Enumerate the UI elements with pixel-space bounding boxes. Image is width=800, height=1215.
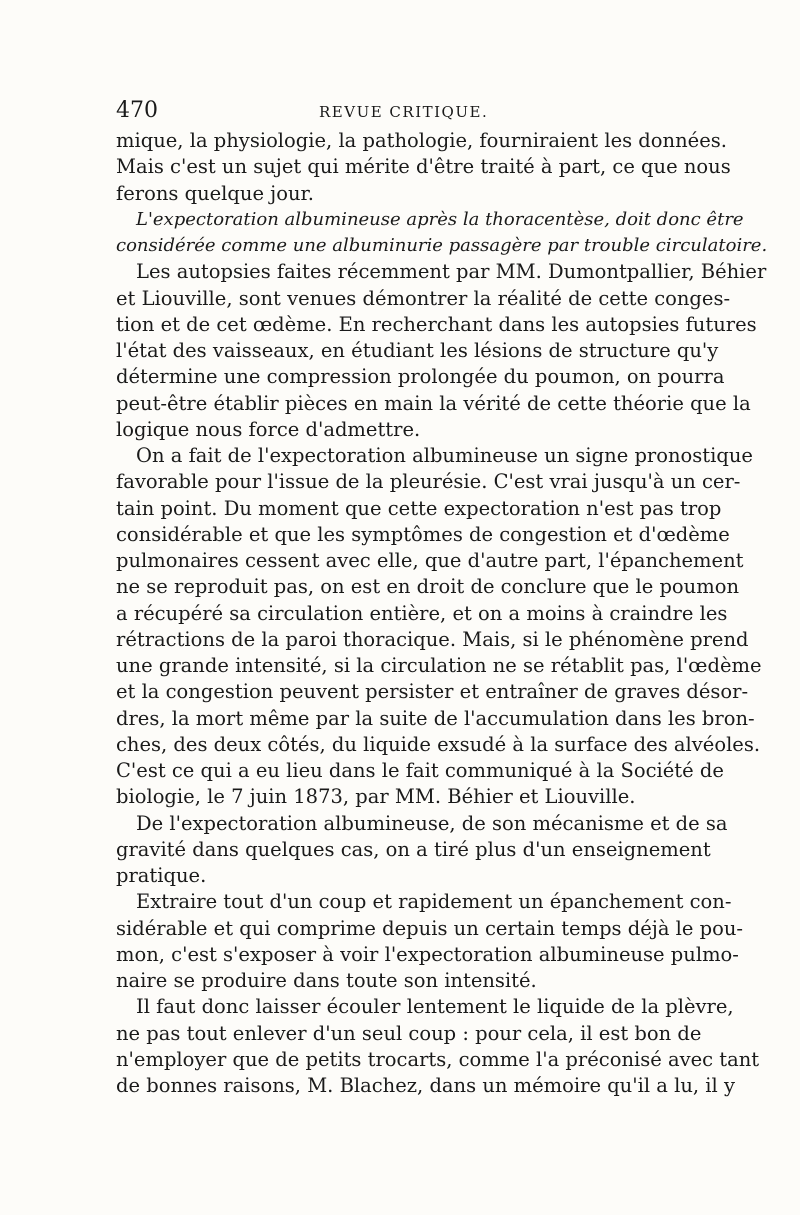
text-line: et Liouville, sont venues démontrer la réalité de cette conges- [116,286,731,310]
text-line: une grande intensité, si la circulation ne se rétablit pas, l'œdème [116,654,762,677]
text-line: dres, la mort même par la suite de l'accumulation dans les bron- [116,706,755,730]
text-line: mique, la physiologie, la pathologie, fourniraient les données. [116,129,727,152]
text-line: pratique. [116,864,207,887]
text-line: ne se reproduit pas, on est en droit de conclure que le poumon [116,575,740,599]
text-line: ne pas tout enlever d'un seul coup : pour cela, il est bon de [116,1021,702,1045]
text-line: pulmonaires cessent avec elle, que d'autre part, l'épanchement [116,549,744,572]
text-line: tion et de cet œdème. En recherchant dans les autopsies futures [116,312,757,336]
text-line: logique nous force d'admettre. [116,417,421,441]
text-line: mon, c'est s'exposer à voir l'expectoration albumineuse pulmo- [116,942,739,966]
page-number: 470 [116,98,158,123]
text-line: C'est ce qui a eu lieu dans le fait communiqué à la Société de [116,759,724,782]
text-line: et la congestion peuvent persister et entraîner de graves désor- [116,680,749,704]
text-line: rétractions de la paroi thoracique. Mais, si le phénomène prend [116,627,749,651]
text-line: ches, des deux côtés, du liquide exsudé à la surface des alvéoles. [116,732,761,756]
text-line: a récupéré sa circulation entière, et on a moins à craindre les [116,601,728,625]
text-line: favorable pour l'issue de la pleurésie. C'est vrai jusqu'à un cer- [116,470,741,494]
text-line: On a fait de l'expectoration albumineuse un signe pronostique [136,444,753,467]
page-header [116,98,686,128]
text-line: biologie, le 7 juin 1873, par MM. Béhier et Liouville. [116,785,636,809]
text-line: de bonnes raisons, M. Blachez, dans un mémoire qu'il a lu, il y [116,1074,735,1097]
text-line: naire se produire dans toute son intensité. [116,969,537,992]
italic-proposition-line: considérée comme une albuminurie passagère par trouble circulatoire. [116,235,768,256]
text-line: n'employer que de petits trocarts, comme l'a préconisé avec tant [116,1047,760,1071]
text-line: sidérable et qui comprime depuis un certain temps déjà le pou- [116,916,743,940]
text-line: tain point. Du moment que cette expectoration n'est pas trop [116,496,722,520]
text-line: ferons quelque jour. [116,181,314,205]
text-line: Extraire tout d'un coup et rapidement un épanchement con- [136,890,732,914]
text-line: détermine une compression prolongée du poumon, on pourra [116,365,725,389]
text-line: Les autopsies faites récemment par MM. Dumontpallier, Béhier [136,260,767,284]
text-line: Mais c'est un sujet qui mérite d'être traité à part, ce que nous [116,155,731,179]
text-line: l'état des vaisseaux, en étudiant les lésions de structure qu'y [116,339,719,362]
text-line: gravité dans quelques cas, on a tiré plus d'un enseignement [116,837,711,861]
italic-proposition-line: L'expectoration albumineuse après la thoracentèse, doit donc être [136,208,744,230]
text-line: peut-être établir pièces en main la vérité de cette théorie que la [116,391,751,415]
running-title: REVUE CRITIQUE. [319,103,489,121]
body-text [116,128,768,1099]
text-line: De l'expectoration albumineuse, de son mécanisme et de sa [136,811,728,835]
text-line: Il faut donc laisser écouler lentement le liquide de la plèvre, [136,995,734,1019]
text-line: considérable et que les symptômes de congestion et d'œdème [116,522,730,546]
